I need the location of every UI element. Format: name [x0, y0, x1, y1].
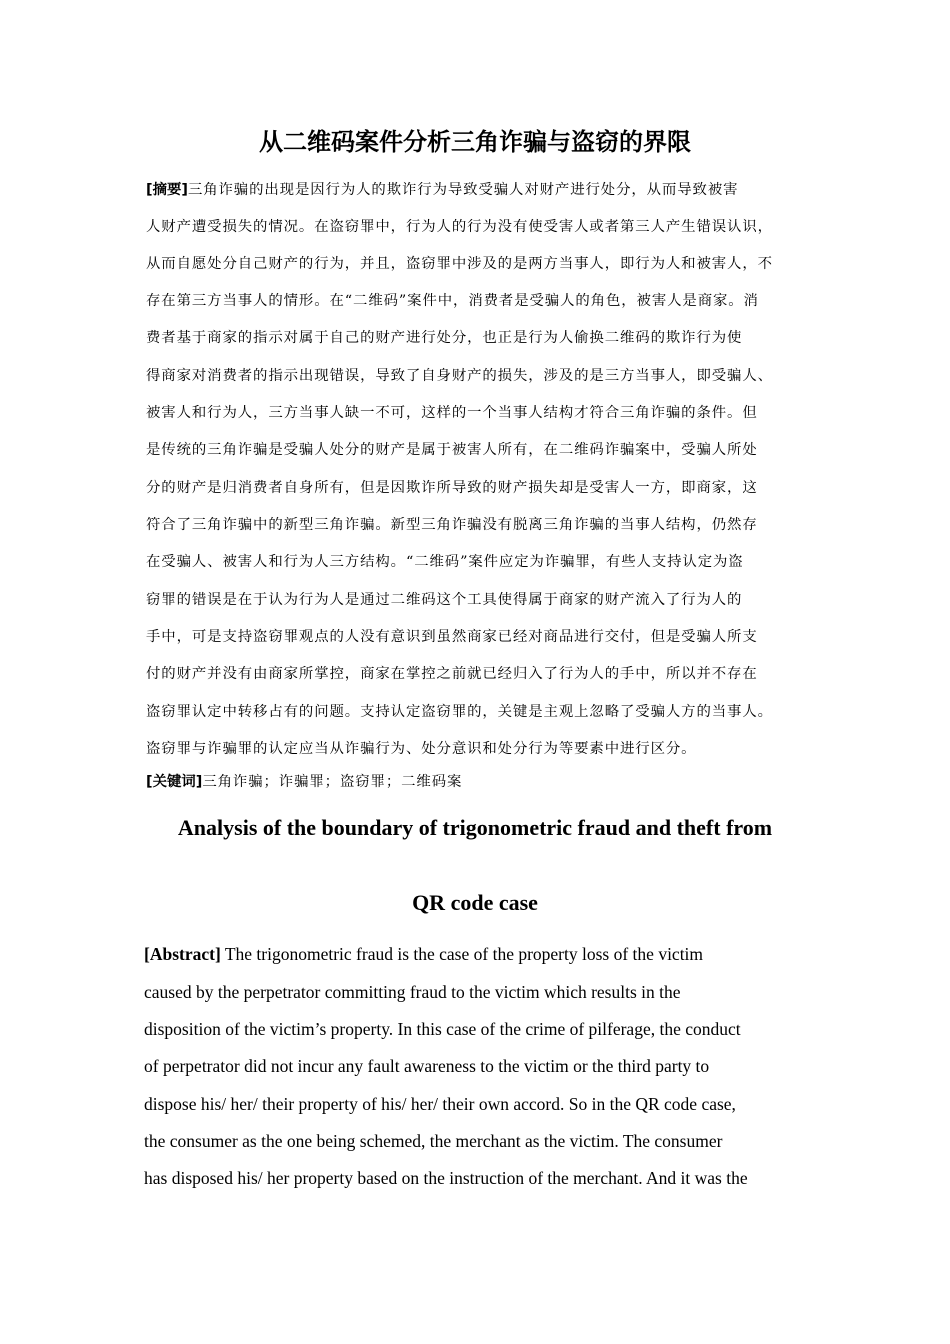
keywords-cn-line	[146, 770, 826, 794]
abstract-cn-line: 被害人和行为人，三方当事人缺一不可，这样的一个当事人结构才符合三角诈骗的条件。但	[146, 405, 758, 421]
chinese-title: 从二维码案件分析三角诈骗与盗窃的界限	[259, 127, 691, 156]
abstract-cn-line: 在受骗人、被害人和行为人三方结构。“二维码”案件应定为诈骗罪，有些人支持认定为盗	[146, 554, 744, 570]
abstract-cn-text: 三角诈骗的出现是因行为人的欺诈行为导致受骗人对财产进行处分，从而导致被害	[187, 182, 739, 198]
abstract-cn-line: 是传统的三角诈骗是受骗人处分的财产是属于被害人所有，在二维码诈骗案中，受骗人所处	[146, 442, 758, 458]
abstract-cn-line: 费者基于商家的指示对属于自己的财产进行处分，也正是行为人偷换二维码的欺诈行为使	[146, 330, 743, 346]
abstract-en-line: disposition of the victim’s property. In this case of the crime of pilferage, the conduct	[144, 1019, 741, 1039]
abstract-en-line: has disposed his/ her property based on the instruction of the merchant. And it was the	[144, 1168, 748, 1188]
english-title-line-2: QR code case	[412, 890, 538, 915]
abstract-en-text: The trigonometric fraud is the case of the property loss of the victim	[220, 944, 704, 964]
abstract-en-label: [Abstract]	[144, 944, 221, 964]
abstract-cn-line: 手中，可是支持盗窃罪观点的人没有意识到虽然商家已经对商品进行交付，但是受骗人所支	[146, 629, 758, 645]
abstract-cn-line: 符合了三角诈骗中的新型三角诈骗。新型三角诈骗没有脱离三角诈骗的当事人结构，仍然存	[146, 517, 758, 533]
abstract-en-line: the consumer as the one being schemed, the merchant as the victim. The consumer	[144, 1131, 723, 1151]
abstract-cn-line: 分的财产是归消费者自身所有，但是因欺诈所导致的财产损失却是受害人一方，即商家，这	[146, 480, 758, 496]
abstract-cn-line: 得商家对消费者的指示出现错误，导致了自身财产的损失，涉及的是三方当事人，即受骗人、	[146, 368, 773, 384]
abstract-cn-line: 存在第三方当事人的情形。在“二维码”案件中，消费者是受骗人的角色，被害人是商家。消	[146, 293, 759, 309]
abstract-cn-line: 窃罪的错误是在于认为行为人是通过二维码这个工具使得属于商家的财产流入了行为人的	[146, 592, 743, 608]
abstract-en-line: dispose his/ her/ their property of his/ her/ their own accord. So in the QR code case,	[144, 1094, 736, 1114]
abstract-cn-line	[146, 178, 826, 202]
abstract-en-line: of perpetrator did not incur any fault awareness to the victim or the third party to	[144, 1056, 710, 1076]
abstract-cn-line: 人财产遭受损失的情况。在盗窃罪中，行为人的行为没有使受害人或者第三人产生错误认识，	[146, 219, 773, 235]
keywords-cn-text: 三角诈骗；诈骗罪；盗窃罪；二维码案	[202, 774, 463, 790]
abstract-en-line	[144, 941, 824, 967]
abstract-cn-line: 付的财产并没有由商家所掌控，商家在掌控之前就已经归入了行为人的手中，所以并不存在	[146, 666, 758, 682]
abstract-cn-line: 盗窃罪认定中转移占有的问题。支持认定盗窃罪的，关键是主观上忽略了受骗人方的当事人。	[146, 704, 773, 720]
english-title-line-1: Analysis of the boundary of trigonometric fraud and theft from	[177, 815, 773, 840]
abstract-en-line: caused by the perpetrator committing fraud to the victim which results in the	[144, 982, 681, 1002]
abstract-cn-line: 从而自愿处分自己财产的行为，并且，盗窃罪中涉及的是两方当事人，即行为人和被害人，不	[146, 256, 773, 272]
abstract-cn-line: 盗窃罪与诈骗罪的认定应当从诈骗行为、处分意识和处分行为等要素中进行区分。	[146, 741, 697, 757]
keywords-cn-label: [关键词]	[146, 774, 203, 790]
abstract-cn-label: [摘要]	[146, 182, 188, 198]
